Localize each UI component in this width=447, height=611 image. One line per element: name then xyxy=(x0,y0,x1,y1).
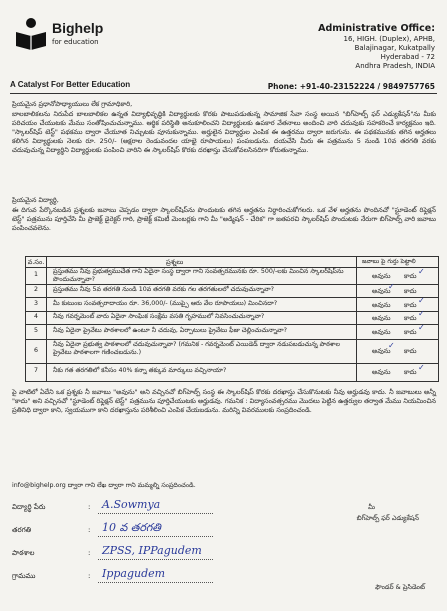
yes-option[interactable]: అవును xyxy=(372,328,391,336)
office-title: Administrative Office: xyxy=(318,23,435,34)
contact-email-line: info@bighelp.org ద్వారా గాని లేఖ ద్వారా గాని మమ్మల్ని సంప్రదించండి. xyxy=(12,482,196,489)
row-number: 4 xyxy=(33,313,38,320)
village-underline xyxy=(98,582,213,583)
row-question: నీకు గత తరగతిలో కనీసం 40% కన్నా తక్కువ మార్కులు వచ్చినాయా? xyxy=(53,367,227,374)
table-row xyxy=(26,267,438,285)
row-question: ప్రస్తుతము నీవు 5వ తరగతి నుండి 10వ తరగతి వరకు గల తరగతులలో చదువుచున్నావా? xyxy=(53,286,275,293)
address-line: 16, HIGH. (Duplex), APHB, xyxy=(343,35,435,43)
student-name-value[interactable]: A.Sowmya xyxy=(102,498,161,511)
address-line: Hyderabad - 72 xyxy=(380,53,435,61)
no-option[interactable]: కాదు xyxy=(404,287,417,295)
school-value[interactable]: ZPSS, IPPagudem xyxy=(102,544,202,557)
header-serial: వ.సం. xyxy=(27,258,45,266)
row-question: నీవు గవర్నమెంట్ వారు ఏదైనా సాంఘిక సంక్షేమ వసతి గృహములో నివసించుచున్నావా? xyxy=(53,313,265,320)
check-mark-icon: ✓ xyxy=(418,296,425,305)
header-divider xyxy=(10,93,437,94)
row-number: 1 xyxy=(33,271,38,278)
no-option[interactable]: కాదు xyxy=(404,272,417,280)
field-colon: : xyxy=(88,549,91,557)
field-colon: : xyxy=(88,572,91,580)
row-number: 6 xyxy=(33,347,38,354)
yes-option[interactable]: అవును xyxy=(372,314,391,322)
office-address xyxy=(235,24,435,71)
yes-option[interactable]: అవును xyxy=(372,287,391,295)
eligibility-table xyxy=(25,256,439,382)
phone-number: Phone: +91-40-23152224 / 9849757765 xyxy=(267,82,435,91)
check-mark-icon: ✓ xyxy=(388,282,395,291)
brand-subtitle: for education xyxy=(52,38,99,46)
table-row xyxy=(26,311,438,325)
header-answer: జవాబు పై గుర్తు పెట్టాలి xyxy=(362,258,416,265)
name-underline xyxy=(98,513,213,514)
no-option[interactable]: కాదు xyxy=(404,301,417,309)
row-number: 3 xyxy=(33,300,38,307)
school-label: పాఠశాల xyxy=(12,549,35,557)
reader-book-icon xyxy=(14,16,48,50)
no-option[interactable]: కాదు xyxy=(404,368,417,376)
yes-option[interactable]: అవును xyxy=(372,368,391,376)
sign-organization: బిగ్‌హెల్ప్ ఫర్ ఎడ్యుకేషన్ xyxy=(356,514,419,522)
result-paragraph: పై వాటిలో ఏదేని ఒక ప్రశ్నకు నీ జవాబు "అవును" అని వచ్చినచో బిగ్‌హెల్ప్ సంస్థ ఈ స్కాలర్‌షిప్ కొరకు దరఖాస్తు చేసుకొనుటకు నీవు అర్హుడవు కాదు. నీ జవాబులు అన్నీ "కాదు" అని వచ్చినచో "స్టూడెంట్ రిఫ్లెక్షన్ టెస్ట్" పత్రమును పూర్తిచేయుటకు అర్హుడవు. గమనిక : విద్యాసంవత్సరము మొదలు పెట్టిన ఉత్తర్వుల తర్వాత మేము నియమించిన ప్రతినిధి ద్వారా కాని, స్వయముగా కాని దరఖాస్తును పరిశీలించి ఎంపిక చేయబడును. మరిన్ని వివరములకు సంప్రదించండి. xyxy=(12,388,436,414)
brand-name: Bighelp xyxy=(52,20,104,36)
address-line: Balajinagar, Kukatpally xyxy=(354,44,435,52)
name-label: విద్యార్థి పేరు xyxy=(12,503,46,511)
address-line: Andhra Pradesh, INDIA xyxy=(355,62,435,70)
yes-option[interactable]: అవును xyxy=(372,347,391,355)
class-label: తరగతి xyxy=(12,526,32,534)
field-colon: : xyxy=(88,526,91,534)
yes-option[interactable]: అవును xyxy=(372,272,391,280)
table-row xyxy=(26,284,438,298)
no-option[interactable]: కాదు xyxy=(404,314,417,322)
row-number: 2 xyxy=(33,286,38,293)
table-row xyxy=(26,324,438,340)
check-mark-icon: ✓ xyxy=(418,323,425,332)
row-question: నీవు ఏదైనా ప్రైవేటు పాఠశాలలో ఉంటూ నీ చదువు, ఏర్పాటులు ప్రైవేటు ఫీజు చెల్లించుచున్నావా? xyxy=(53,327,287,334)
field-colon: : xyxy=(88,503,91,511)
no-option[interactable]: కాదు xyxy=(404,347,417,355)
check-mark-icon: ✓ xyxy=(418,309,425,318)
check-mark-icon: ✓ xyxy=(388,341,395,350)
row-question: ప్రస్తుతము నీవు ప్రభుత్వముచేత గాని ఏదైనా సంస్థ ద్వారా గాని సంవత్సరమునకు రూ. 500/-లకు మించిన స్కాలర్‌షిప్‌ను పొందుచున్నావా? xyxy=(53,268,344,283)
table-row xyxy=(26,363,438,380)
salutation: ప్రియమైన ప్రధానోపాధ్యాయులు లేక గ్రామాధికారి, xyxy=(12,100,133,108)
row-number: 7 xyxy=(33,367,38,374)
village-value[interactable]: Ippagudem xyxy=(102,567,166,580)
bighelp-logo xyxy=(14,14,184,74)
row-number: 5 xyxy=(33,327,38,334)
header-questions: ప్రశ్నలు xyxy=(166,258,184,266)
school-underline xyxy=(98,559,213,560)
sign-from: మీ xyxy=(368,503,375,511)
tagline: A Catalyst For Better Education xyxy=(10,80,131,89)
row-question: మీ కుటుంబ సంవత్సరాదాయం రూ. 36,000/- (ముప్పై ఆరు వేల రూపాయలు) మించినదా? xyxy=(53,300,278,307)
table-row xyxy=(26,297,438,312)
yes-option[interactable]: అవును xyxy=(372,301,391,309)
village-label: గ్రామము xyxy=(12,572,36,580)
table-row xyxy=(26,339,438,364)
class-underline xyxy=(98,536,213,537)
check-mark-icon: ✓ xyxy=(418,267,425,276)
student-salutation: ప్రియమైన విద్యార్థి, xyxy=(12,196,59,204)
row-question: నీవు ఏదైనా ప్రభుత్వ పాఠశాలలో చదువుచున్నావా? (గమనిక - గవర్నమెంట్ ఎయిడెడ్ ద్వారా నడుపబడుచున్న పాఠశాల ప్రైవేటు పాఠశాలగా గణించబడును.) xyxy=(53,341,340,356)
no-option[interactable]: కాదు xyxy=(404,328,417,336)
intro-paragraph: బాలబాలికలను నిరుపేద బాలబాలికల ఉన్నత విద్యాభివృద్ధికి విద్యార్థులకు కొరకు పాటుపడుతున్న సామాజిక సేవా సంస్థ అయిన "బిగ్‌హెల్ప్ ఫర్ ఎడ్యుకేషన్"ను మీకు పరిచయం చేయుటకు మేము సంతోషించుచున్నాము. ఆర్థిక పరిస్థితి అనుకూలించని విద్యార్థులకు ఉపకార వేతనాలు అందించి వారి చదువుకు సహకరించే కార్యక్రమం ఇది. "స్కాలర్‌షిప్ టెస్ట్" పథకము ద్వారా చేయూత నిచ్చుటకు పూనుకున్నాము. అర్హులైన విద్యార్థుల ఎంపిక ఈ ఉత్తరము ద్వారా జరుగును. ఈ పథకమునకు తగిన అర్హతలు కలిగిన విద్యార్థులకు నెలకు రూ. 250/- (అక్షరాల రెండువందల యాభై రూపాయలు) పంపబడును. దయచేసి మీరు ఈ పత్రమును 5 నుండి 10వ తరగతి వరకు చదువుచున్న విద్యార్థిని విద్యార్థులకు పంపించి వారిని ఈ స్కాలర్‌షిప్ కొరకు దరఖాస్తు చేసుకోవలసినదిగా కోరుతున్నాము. xyxy=(12,110,436,154)
class-value[interactable]: 10 వ తరగతి xyxy=(102,521,161,534)
instruction-paragraph: ఈ దిగువ పేర్కొనబడిన ప్రశ్నలకు జవాబు చెప్పడం ద్వారా స్కాలర్‌షిప్‌ను పొందుటకు తగిన అర్హతను నిర్ధారించుకోగలరు. ఒక వేళ అర్హతను పొందినచో "స్టూడెంట్ రిఫ్లెక్షన్ టెస్ట్" పత్రమును పూర్తిచేసి మీ ప్రాజెక్ట్ డైరెక్టర్ గారి, ప్రాజెక్ట్ కమిటీ మెంబర్లకు గాని మీ "అడ్మిషన్ - చేరిక" గా జతపరచి స్కాలర్‌షిప్ పొందుటకు నేరుగా బిగ్‌హెల్ప్ వారి జవాబు పంపించవలెను. xyxy=(12,206,436,232)
check-mark-icon: ✓ xyxy=(418,363,425,372)
sign-role: ఫౌండర్ & ప్రెసిడెంట్ xyxy=(375,583,425,591)
